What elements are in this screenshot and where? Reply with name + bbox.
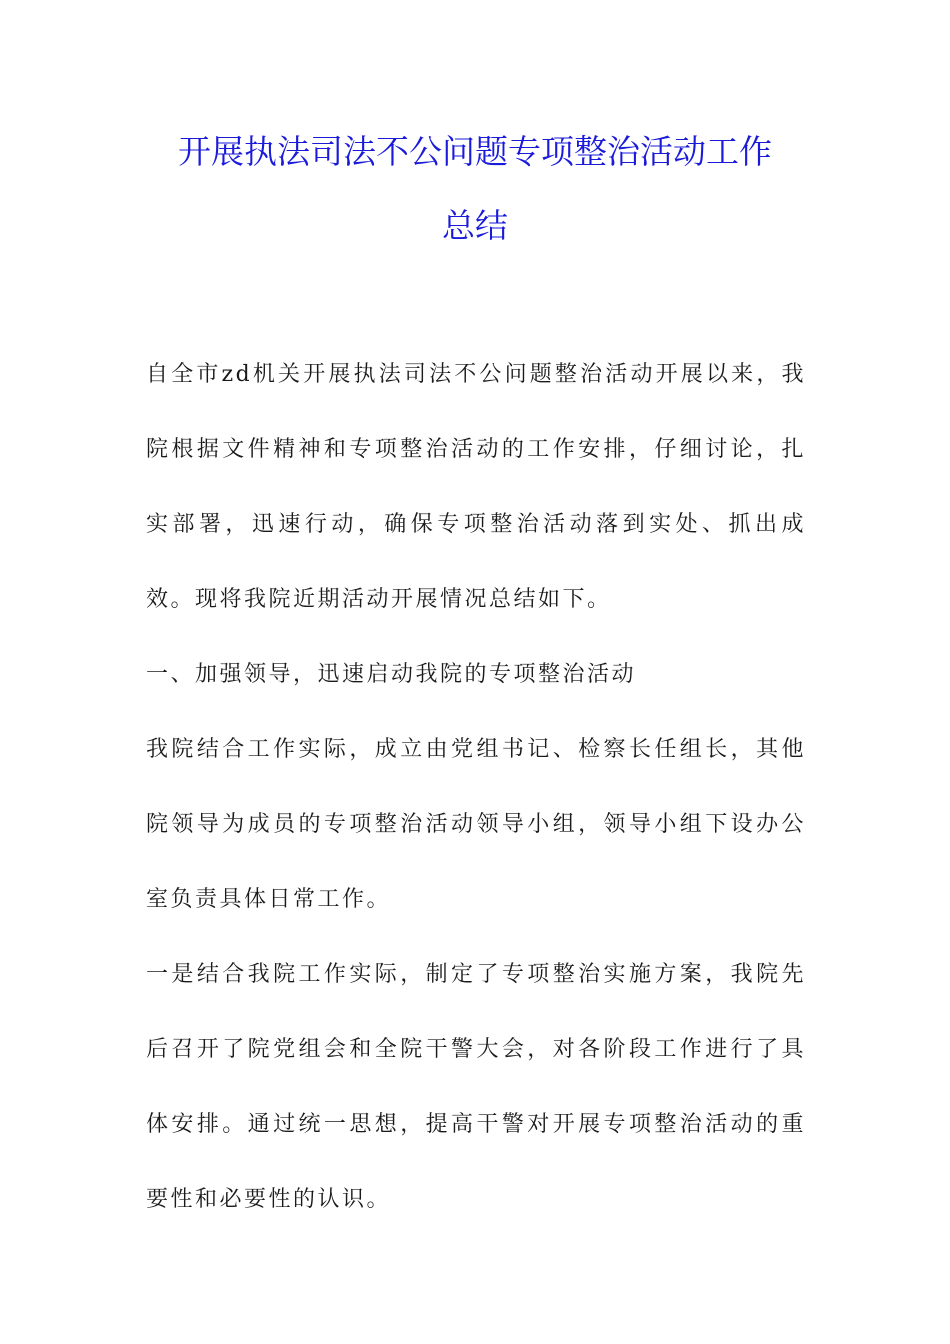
intro-paragraph: 自全市zd机关开展执法司法不公问题整治活动开展以来，我院根据文件精神和专项整治活动的工作安排，仔细讨论，扎实部署，迅速行动，确保专项整治活动落到实处、抓出成效。现将我院近期活动开展情况总结如下。 (146, 362, 806, 612)
body-paragraph-leadership: 我院结合工作实际，成立由党组书记、检察长任组长，其他院领导为成员的专项整治活动领导小组，领导小组下设办公室负责具体日常工作。 (146, 737, 806, 912)
document-body (146, 337, 806, 1237)
section-heading-1: 一、加强领导，迅速启动我院的专项整治活动 (146, 662, 637, 687)
document-title-line-2: 总结 (442, 206, 508, 245)
document-title-line-1: 开展执法司法不公问题专项整治活动工作 (178, 132, 772, 171)
body-paragraph-first-measure: 一是结合我院工作实际，制定了专项整治实施方案，我院先后召开了院党组会和全院干警大会，对各阶段工作进行了具体安排。通过统一思想，提高干警对开展专项整治活动的重要性和必要性的认识。 (146, 962, 806, 1212)
